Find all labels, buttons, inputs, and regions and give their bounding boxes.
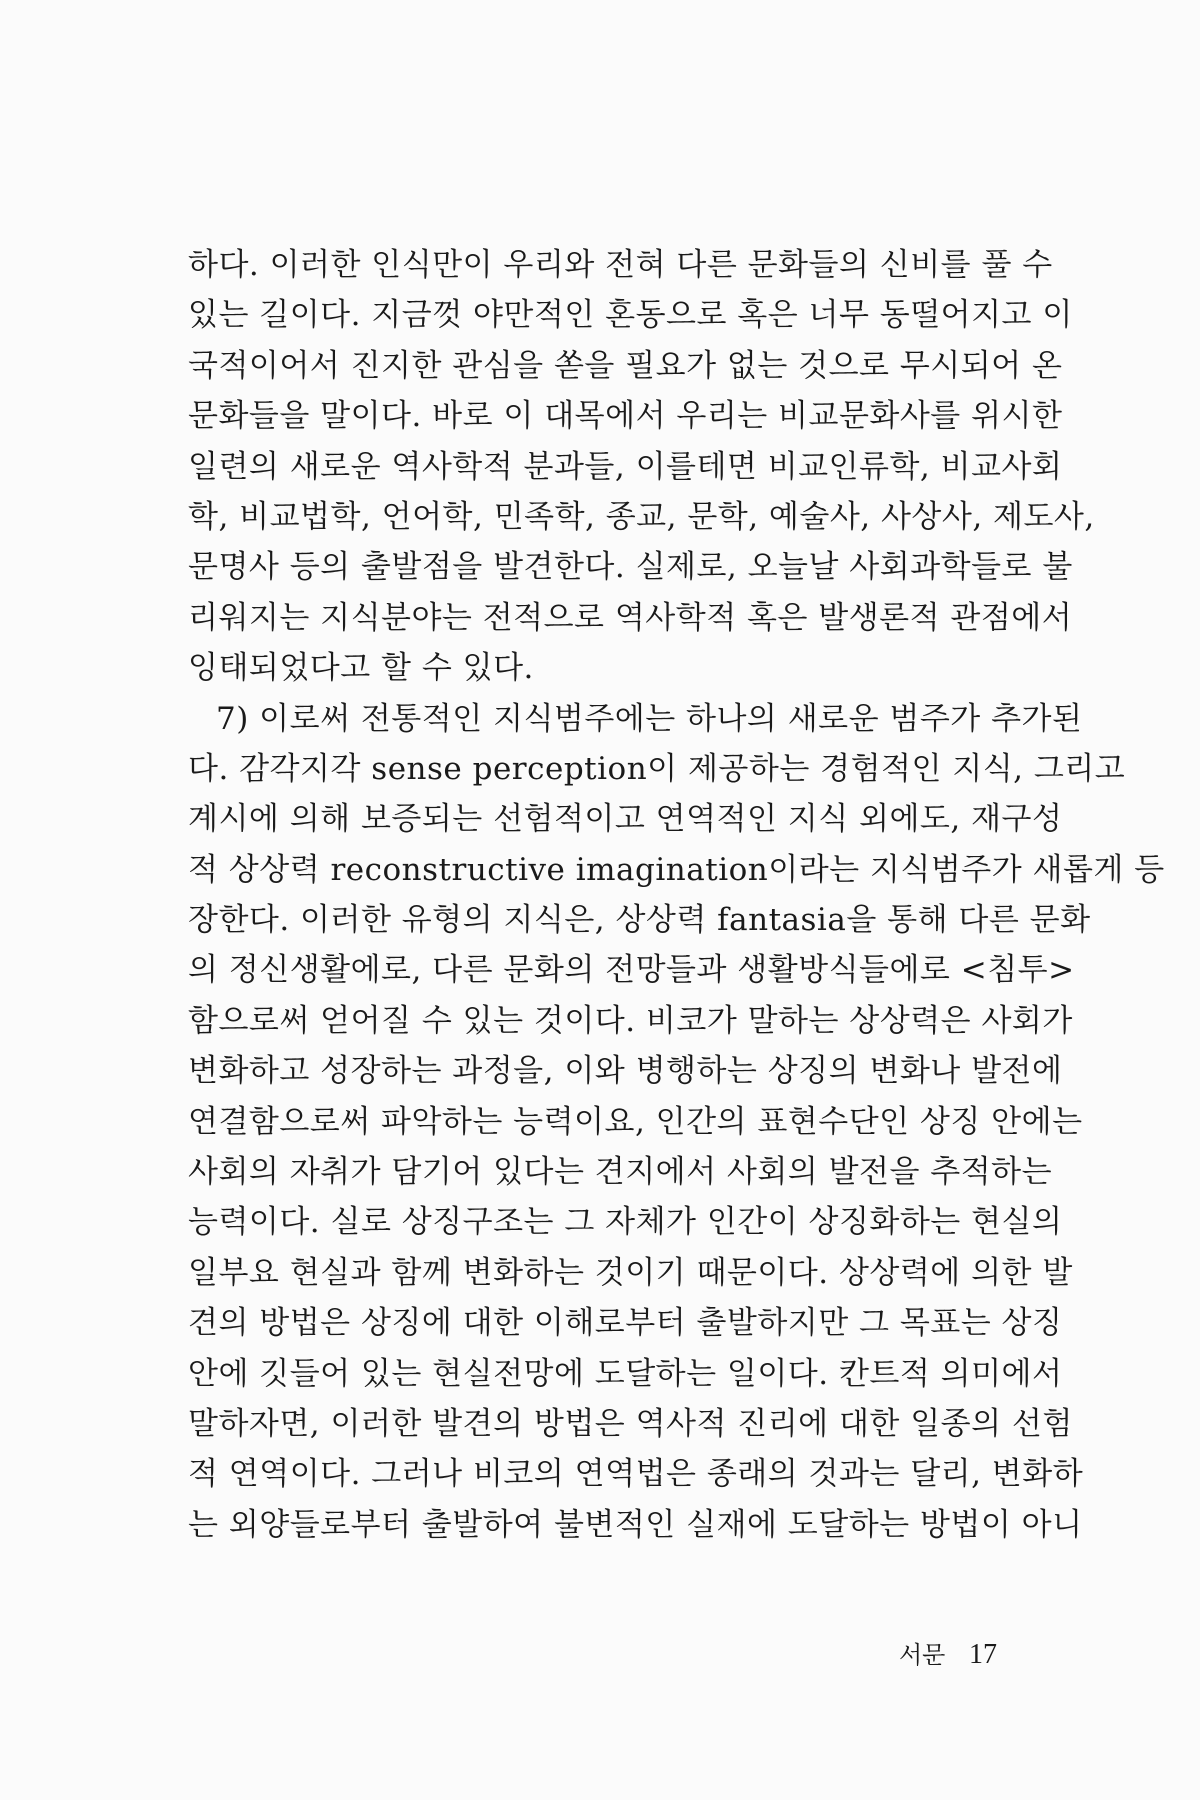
text-line: 연결함으로써 파악하는 능력이요, 인간의 표현수단인 상징 안에는: [188, 1103, 1083, 1140]
text-line: 문명사 등의 출발점을 발견한다. 실제로, 오늘날 사회과학들로 불: [188, 549, 1073, 586]
body-text: [188, 240, 1165, 1550]
text-line: 사회의 자취가 담기어 있다는 견지에서 사회의 발전을 추적하는: [188, 1154, 1053, 1191]
text-line: 말하자면, 이러한 발견의 방법은 역사적 진리에 대한 일종의 선험: [188, 1405, 1073, 1442]
text-line: 문화들을 말이다. 바로 이 대목에서 우리는 비교문화사를 위시한: [188, 398, 1063, 435]
text-line: 계시에 의해 보증되는 선험적이고 연역적인 지식 외에도, 재구성: [188, 801, 1063, 838]
text-line: 견의 방법은 상징에 대한 이해로부터 출발하지만 그 목표는 상징: [188, 1305, 1063, 1342]
text-line: 장한다. 이러한 유형의 지식은, 상상력 fantasia을 통해 다른 문화: [188, 902, 1091, 939]
section-title: 서문: [898, 1641, 946, 1669]
text-line: 하다. 이러한 인식만이 우리와 전혀 다른 문화들의 신비를 풀 수: [188, 247, 1053, 283]
text-line: 잉태되었다고 할 수 있다.: [188, 650, 534, 687]
paragraph-start-line: 7) 이로써 전통적인 지식범주에는 하나의 새로운 범주가 추가된: [216, 700, 1083, 737]
text-line: 적 상상력 reconstructive imagination이라는 지식범주가 새롭게 등: [188, 851, 1165, 888]
text-line: 일부요 현실과 함께 변화하는 것이기 때문이다. 상상력에 의한 발: [188, 1254, 1073, 1291]
text-line: 국적이어서 진지한 관심을 쏟을 필요가 없는 것으로 무시되어 온: [188, 347, 1063, 384]
text-line: 변화하고 성장하는 과정을, 이와 병행하는 상징의 변화나 발전에: [188, 1053, 1063, 1090]
page-number: 17: [969, 1639, 997, 1670]
text-line: 다. 감각지각 sense perception이 제공하는 경험적인 지식, 그리고: [188, 750, 1126, 787]
text-line: 안에 깃들어 있는 현실전망에 도달하는 일이다. 칸트적 의미에서: [188, 1355, 1063, 1392]
text-line: 능력이다. 실로 상징구조는 그 자체가 인간이 상징화하는 현실의: [188, 1204, 1063, 1241]
text-line: 학, 비교법학, 언어학, 민족학, 종교, 문학, 예술사, 사상사, 제도사,: [188, 498, 1095, 535]
page-footer: [899, 1640, 997, 1670]
text-line: 는 외양들로부터 출발하여 불변적인 실재에 도달하는 방법이 아니: [188, 1506, 1083, 1543]
text-line: 함으로써 얻어질 수 있는 것이다. 비코가 말하는 상상력은 사회가: [188, 1002, 1073, 1039]
text-line: 일련의 새로운 역사학적 분과들, 이를테면 비교인류학, 비교사회: [188, 448, 1063, 485]
text-line: 적 연역이다. 그러나 비코의 연역법은 종래의 것과는 달리, 변화하: [188, 1456, 1084, 1493]
text-line: 의 정신생활에로, 다른 문화의 전망들과 생활방식들에로 <침투>: [188, 952, 1075, 989]
text-line: 있는 길이다. 지금껏 야만적인 혼동으로 혹은 너무 동떨어지고 이: [188, 297, 1073, 334]
text-line: 리워지는 지식분야는 전적으로 역사학적 혹은 발생론적 관점에서: [188, 599, 1073, 636]
